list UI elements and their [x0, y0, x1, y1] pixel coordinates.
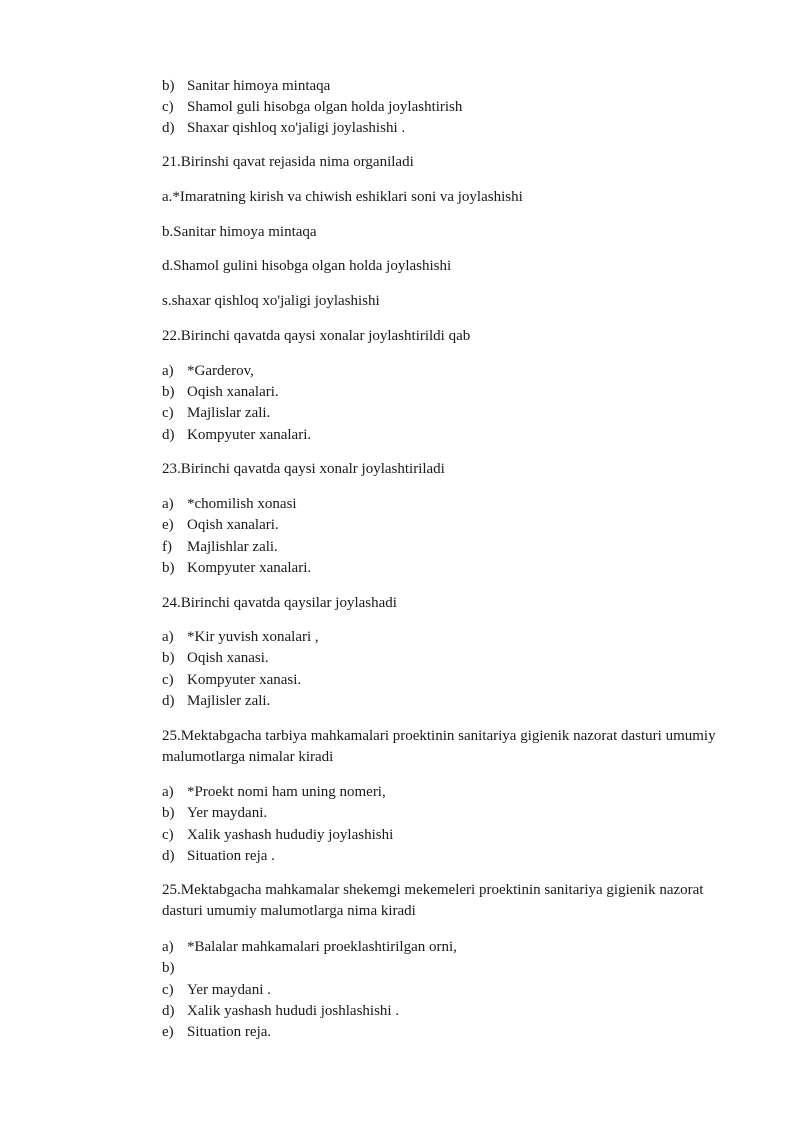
option-text: *Proekt nomi ham uning nomeri,: [187, 784, 386, 800]
option-text: Oqish xanalari.: [187, 384, 279, 400]
option-item: [162, 76, 330, 96]
question-23: 23.Birinchi qavatda qaysi xonalr joylashtiriladi: [162, 461, 445, 477]
option-text: Situation reja .: [187, 848, 275, 864]
option-text: Yer maydani .: [187, 982, 271, 998]
option-letter: d): [162, 1003, 175, 1019]
option-text: *Balalar mahkamalari proeklashtirilgan orni,: [187, 939, 457, 955]
option-letter: b): [162, 650, 175, 666]
option-item: [162, 403, 270, 423]
question-21: 21.Birinshi qavat rejasida nima organiladi: [162, 154, 414, 170]
option-item: [162, 627, 319, 647]
option-text: Kompyuter xanalari.: [187, 427, 312, 443]
option-item: [162, 846, 275, 866]
option-letter: f): [162, 539, 172, 555]
option-letter: a): [162, 363, 174, 379]
option-item: [162, 97, 462, 117]
option-text: Xalik yashash hududiy joylashishi: [187, 827, 394, 843]
option-text: Xalik yashash hududi joshlashishi .: [187, 1003, 400, 1019]
question-25: 25.Mektabgacha tarbiya mahkamalari proektinin sanitariya gigienik nazorat dasturi umumiy malumotlarga nimalar kiradi: [162, 728, 716, 765]
option-item: [162, 1022, 271, 1042]
option-text: *Garderov,: [187, 363, 254, 379]
option-item: [162, 425, 311, 445]
option-text: *Kir yuvish xonalari ,: [187, 629, 319, 645]
option-letter: c): [162, 672, 174, 688]
option-item: [162, 691, 270, 711]
option-text: Shaxar qishloq xo'jaligi joylashishi .: [187, 120, 406, 136]
option-letter: b): [162, 805, 175, 821]
option-text: Majlishlar zali.: [187, 539, 278, 555]
option-letter: a): [162, 784, 174, 800]
option-letter: d): [162, 427, 175, 443]
option-item: [162, 515, 279, 535]
option-item: [162, 118, 405, 138]
option-item: [162, 382, 279, 402]
option-item: [162, 782, 386, 802]
option-text: Majlislar zali.: [187, 405, 271, 421]
question-24: 24.Birinchi qavatda qaysilar joylashadi: [162, 595, 397, 611]
option-letter: c): [162, 405, 174, 421]
option-item: [162, 803, 267, 823]
option-item: [162, 825, 393, 845]
option-letter: b): [162, 960, 175, 976]
option-item: [162, 670, 301, 690]
option-letter: a): [162, 629, 174, 645]
option-letter: b): [162, 384, 175, 400]
option-letter: c): [162, 982, 174, 998]
option-text: Sanitar himoya mintaqa: [187, 78, 331, 94]
option-letter: b): [162, 560, 175, 576]
answer-line: s.shaxar qishloq xo'jaligi joylashishi: [162, 293, 380, 309]
option-letter: a): [162, 939, 174, 955]
option-text: Yer maydani.: [187, 805, 268, 821]
option-text: Oqish xanalari.: [187, 517, 279, 533]
option-text: Kompyuter xanalari.: [187, 560, 312, 576]
option-letter: c): [162, 99, 174, 115]
option-letter: e): [162, 517, 174, 533]
option-letter: b): [162, 78, 175, 94]
option-letter: d): [162, 693, 175, 709]
option-letter: e): [162, 1024, 174, 1040]
option-item: [162, 558, 311, 578]
option-letter: a): [162, 496, 174, 512]
answer-line: b.Sanitar himoya mintaqa: [162, 224, 317, 240]
option-item: [162, 1001, 399, 1021]
answer-line: a.*Imaratning kirish va chiwish eshiklari soni va joylashishi: [162, 189, 523, 205]
option-text: *chomilish xonasi: [187, 496, 297, 512]
option-text: Situation reja.: [187, 1024, 272, 1040]
question-22: 22.Birinchi qavatda qaysi xonalar joylashtirildi qab: [162, 328, 471, 344]
option-item: [162, 980, 271, 1000]
option-text: Majlisler zali.: [187, 693, 271, 709]
option-item: [162, 958, 187, 978]
option-item: [162, 494, 297, 514]
option-text: Shamol guli hisobga olgan holda joylashtirish: [187, 99, 463, 115]
option-letter: c): [162, 827, 174, 843]
option-text: Kompyuter xanasi.: [187, 672, 302, 688]
option-item: [162, 361, 254, 381]
option-letter: d): [162, 848, 175, 864]
answer-line: d.Shamol gulini hisobga olgan holda joylashishi: [162, 258, 452, 274]
option-item: [162, 648, 269, 668]
option-item: [162, 537, 278, 557]
option-text: Oqish xanasi.: [187, 650, 269, 666]
question-25-second: 25.Mektabgacha mahkamalar shekemgi mekemeleri proektinin sanitariya gigienik nazorat dasturi umumiy malumotlarga nima kiradi: [162, 882, 704, 919]
option-letter: d): [162, 120, 175, 136]
option-item: [162, 937, 457, 957]
